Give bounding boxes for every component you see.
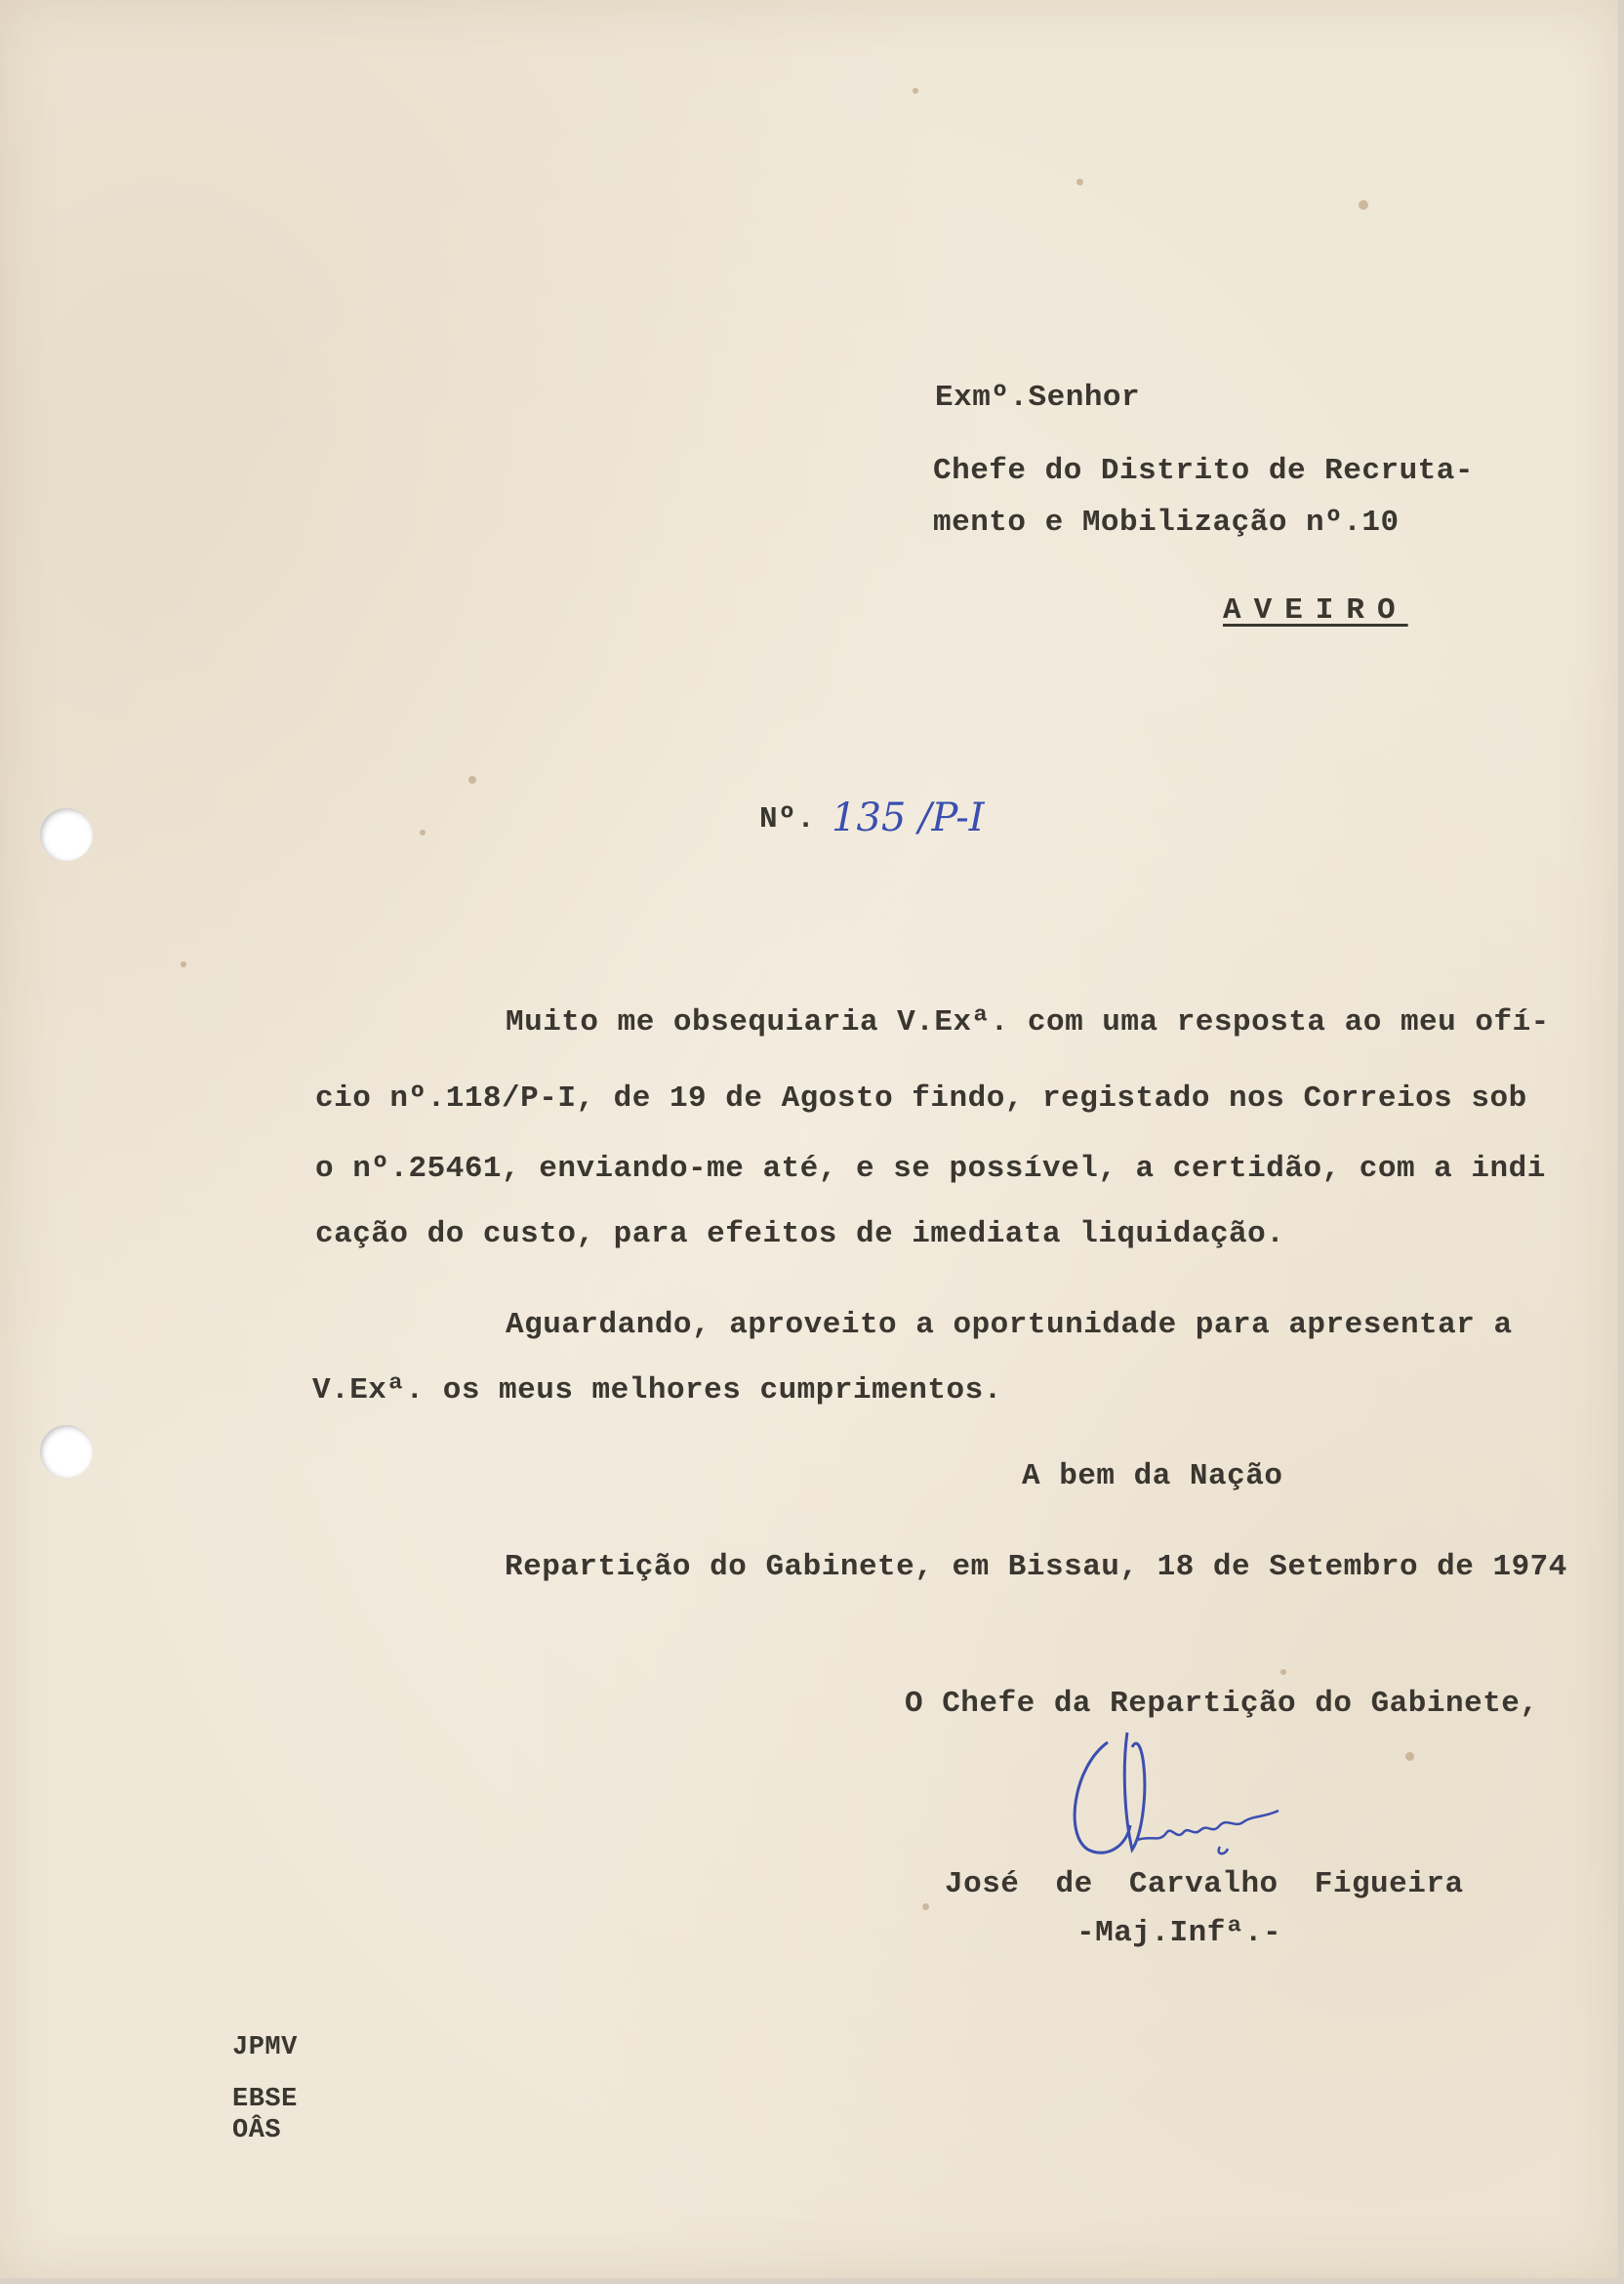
closing-place-date: Repartição do Gabinete, em Bissau, 18 de Setembro de 1974 (505, 1550, 1567, 1584)
reference-handwritten-number: 135 /P-I (832, 795, 985, 840)
body-p1-line-3: o nº.25461, enviando-me até, e se possível, a certidão, com a indi (315, 1152, 1546, 1186)
paper-speck (420, 830, 426, 836)
addressee-line-1: Chefe do Distrito de Recruta- (933, 454, 1474, 488)
body-p2-line-1: Aguardando, aproveito a oportunidade para apresentar a (506, 1308, 1513, 1342)
paper-speck (468, 776, 476, 784)
body-p1-line-2: cio nº.118/P-I, de 19 de Agosto findo, registado nos Correios sob (315, 1081, 1527, 1116)
paper-speck (1280, 1669, 1286, 1675)
punch-hole-bottom (40, 1425, 93, 1478)
addressee-line-2: mento e Mobilização nº.10 (933, 506, 1400, 540)
body-p2-line-2: V.Exª. os meus melhores cumprimentos. (312, 1373, 1002, 1407)
punch-hole-top (40, 808, 93, 861)
paper-speck (913, 88, 918, 94)
signer-name: José de Carvalho Figueira (945, 1867, 1464, 1901)
initials-line-1: JPMV (232, 2033, 298, 2062)
initials-line-2: EBSE (232, 2085, 298, 2114)
closing-motto: A bem da Nação (1022, 1459, 1283, 1493)
paper-speck (1405, 1752, 1414, 1761)
paper-speck (1076, 179, 1083, 185)
addressee-city: AVEIRO (1223, 593, 1408, 628)
initials-line-3: OÂS (232, 2116, 282, 2145)
salutation: Exmº.Senhor (935, 381, 1141, 415)
paper-speck (181, 961, 186, 967)
reference-prefix: Nº. (759, 802, 816, 836)
signer-rank: -Maj.Infª.- (1076, 1916, 1282, 1950)
paper-speck (1359, 200, 1368, 210)
paper-speck (922, 1903, 929, 1910)
body-p1-line-4: cação do custo, para efeitos de imediata liquidação. (315, 1217, 1285, 1251)
signer-title: O Chefe da Repartição do Gabinete, (905, 1687, 1539, 1721)
body-p1-line-1: Muito me obsequiaria V.Exª. com uma resposta ao meu ofí- (506, 1005, 1550, 1040)
